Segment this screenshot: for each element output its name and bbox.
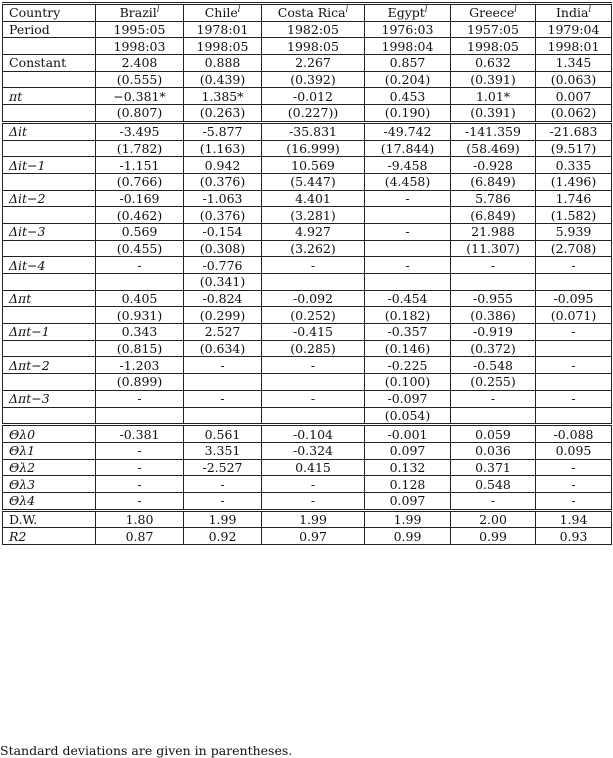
table-cell: 0.036 — [451, 442, 536, 459]
table-cell: (0.263) — [184, 105, 262, 123]
table-row — [3, 476, 612, 493]
table-cell: 1998:03 — [96, 38, 184, 55]
header-cell: Costa Rica$^l$ — [262, 4, 365, 22]
row-label — [3, 307, 96, 324]
table-cell: 1998:05 — [451, 38, 536, 55]
table-cell: (3.262) — [262, 240, 365, 257]
table-row — [3, 55, 612, 72]
table-cell: (0.285) — [262, 340, 365, 357]
table-cell: 1.94 — [536, 510, 612, 528]
table-cell — [262, 274, 365, 291]
table-cell: 0.097 — [365, 442, 451, 459]
table-cell: (0.386) — [451, 307, 536, 324]
row-label: πt — [3, 88, 96, 105]
table-cell: (58.469) — [451, 140, 536, 157]
table-cell: - — [96, 257, 184, 274]
table-cell: (4.458) — [365, 173, 451, 190]
table-row — [3, 21, 612, 38]
table-cell: (0.227)) — [262, 105, 365, 123]
table-cell: 1.746 — [536, 190, 612, 207]
table-row — [3, 492, 612, 510]
table-cell: (0.439) — [184, 71, 262, 88]
table-cell: 0.343 — [96, 324, 184, 341]
table-cell: 1995:05 — [96, 21, 184, 38]
row-label — [3, 374, 96, 391]
table-row — [3, 425, 612, 443]
row-label: Δit−2 — [3, 190, 96, 207]
row-label — [3, 71, 96, 88]
table-cell: - — [536, 390, 612, 407]
table-cell: 0.335 — [536, 157, 612, 174]
table-cell — [536, 374, 612, 391]
table-row — [3, 357, 612, 374]
table-cell: - — [184, 476, 262, 493]
table-cell: 5.786 — [451, 190, 536, 207]
table-cell — [536, 340, 612, 357]
table-row — [3, 190, 612, 207]
table-row — [3, 290, 612, 307]
table-cell: (0.204) — [365, 71, 451, 88]
table-cell: 2.408 — [96, 55, 184, 72]
table-cell — [262, 374, 365, 391]
table-cell: (1.496) — [536, 173, 612, 190]
table-row — [3, 257, 612, 274]
table-row — [3, 274, 612, 291]
table-cell: (0.190) — [365, 105, 451, 123]
table-cell: -0.097 — [365, 390, 451, 407]
table-cell: 1998:05 — [184, 38, 262, 55]
table-cell: -0.381 — [96, 425, 184, 443]
row-label: Δit — [3, 122, 96, 140]
table-cell: (0.376) — [184, 173, 262, 190]
table-cell: (0.054) — [365, 407, 451, 425]
table-cell: 3.351 — [184, 442, 262, 459]
table-cell: 10.569 — [262, 157, 365, 174]
table-cell: 1.345 — [536, 55, 612, 72]
table-cell: 2.267 — [262, 55, 365, 72]
table-cell: 1.01* — [451, 88, 536, 105]
table-cell: 2.00 — [451, 510, 536, 528]
table-row — [3, 442, 612, 459]
table-cell: -0.225 — [365, 357, 451, 374]
table-cell: (0.931) — [96, 307, 184, 324]
table-cell: (6.849) — [451, 207, 536, 224]
table-cell: (1.163) — [184, 140, 262, 157]
row-label: Δit−3 — [3, 223, 96, 240]
table-cell: -0.928 — [451, 157, 536, 174]
table-row — [3, 240, 612, 257]
table-cell: (0.252) — [262, 307, 365, 324]
row-label: Δπt−3 — [3, 390, 96, 407]
table-cell: (0.062) — [536, 105, 612, 123]
table-cell: (0.255) — [451, 374, 536, 391]
table-cell — [184, 374, 262, 391]
table-cell: (11.307) — [451, 240, 536, 257]
row-label: Θλ2 — [3, 459, 96, 476]
table-cell: 0.007 — [536, 88, 612, 105]
table-cell: -0.154 — [184, 223, 262, 240]
table-cell: (0.071) — [536, 307, 612, 324]
row-label — [3, 407, 96, 425]
table-cell: 0.561 — [184, 425, 262, 443]
table-cell: 1.99 — [184, 510, 262, 528]
table-cell: 1998:04 — [365, 38, 451, 55]
table-cell: (0.899) — [96, 374, 184, 391]
table-cell: 1.385* — [184, 88, 262, 105]
table-cell: - — [536, 324, 612, 341]
table-cell: - — [365, 190, 451, 207]
table-cell: (0.455) — [96, 240, 184, 257]
table-cell: (0.634) — [184, 340, 262, 357]
table-row — [3, 307, 612, 324]
table-cell: -9.458 — [365, 157, 451, 174]
table-cell: - — [451, 492, 536, 510]
table-cell: - — [96, 492, 184, 510]
row-label — [3, 240, 96, 257]
table-cell: 0.93 — [536, 528, 612, 545]
table-cell: 1.99 — [365, 510, 451, 528]
table-cell: - — [262, 492, 365, 510]
row-label: Θλ3 — [3, 476, 96, 493]
table-cell: 0.942 — [184, 157, 262, 174]
table-cell: 1957:05 — [451, 21, 536, 38]
table-cell: 0.548 — [451, 476, 536, 493]
table-cell: 0.371 — [451, 459, 536, 476]
table-cell: 0.888 — [184, 55, 262, 72]
table-cell: -21.683 — [536, 122, 612, 140]
table-cell: 1.80 — [96, 510, 184, 528]
table-cell: (0.376) — [184, 207, 262, 224]
table-cell: (0.462) — [96, 207, 184, 224]
row-label: Θλ1 — [3, 442, 96, 459]
table-cell: (6.849) — [451, 173, 536, 190]
table-cell: 0.569 — [96, 223, 184, 240]
table-row — [3, 105, 612, 123]
table-cell — [96, 274, 184, 291]
table-cell: - — [365, 223, 451, 240]
header-cell: Brazil$^l$ — [96, 4, 184, 22]
results-table — [2, 2, 612, 545]
table-cell: 1979:04 — [536, 21, 612, 38]
table-cell: (0.146) — [365, 340, 451, 357]
table-cell: - — [451, 390, 536, 407]
table-row — [3, 459, 612, 476]
table-cell: 1976:03 — [365, 21, 451, 38]
header-cell: Chile$^l$ — [184, 4, 262, 22]
table-cell: (0.807) — [96, 105, 184, 123]
table-cell: - — [184, 390, 262, 407]
table-cell: - — [96, 390, 184, 407]
table-cell: -0.169 — [96, 190, 184, 207]
row-label: R2 — [3, 528, 96, 545]
row-label — [3, 340, 96, 357]
table-cell — [365, 207, 451, 224]
table-cell: (3.281) — [262, 207, 365, 224]
table-cell — [451, 274, 536, 291]
table-cell: -0.548 — [451, 357, 536, 374]
table-cell: (0.391) — [451, 105, 536, 123]
table-cell: (0.555) — [96, 71, 184, 88]
table-row — [3, 340, 612, 357]
table-cell: 4.927 — [262, 223, 365, 240]
table-cell: -0.095 — [536, 290, 612, 307]
table-row — [3, 157, 612, 174]
table-row — [3, 510, 612, 528]
table-cell: -0.357 — [365, 324, 451, 341]
table-cell: - — [536, 357, 612, 374]
table-cell: (0.182) — [365, 307, 451, 324]
row-label — [3, 105, 96, 123]
row-label: Δπt−1 — [3, 324, 96, 341]
table-cell: 1978:01 — [184, 21, 262, 38]
table-cell — [451, 407, 536, 425]
table-cell: (16.999) — [262, 140, 365, 157]
table-cell: 5.939 — [536, 223, 612, 240]
table-row — [3, 140, 612, 157]
table-cell: 1.99 — [262, 510, 365, 528]
table-cell: -0.088 — [536, 425, 612, 443]
table-cell: (0.100) — [365, 374, 451, 391]
table-row — [3, 173, 612, 190]
table-row — [3, 122, 612, 140]
table-cell: 4.401 — [262, 190, 365, 207]
table-cell: - — [96, 459, 184, 476]
table-cell — [262, 407, 365, 425]
table-cell — [184, 407, 262, 425]
table-cell: 0.99 — [451, 528, 536, 545]
table-cell: (0.063) — [536, 71, 612, 88]
header-cell: Egypt$^l$ — [365, 4, 451, 22]
table-cell: - — [262, 357, 365, 374]
table-cell: -0.955 — [451, 290, 536, 307]
table-cell: (9.517) — [536, 140, 612, 157]
row-label: D.W. — [3, 510, 96, 528]
table-cell: (1.582) — [536, 207, 612, 224]
table-cell: - — [536, 476, 612, 493]
table-cell: - — [262, 257, 365, 274]
table-row — [3, 38, 612, 55]
table-cell: −0.381* — [96, 88, 184, 105]
table-cell: -2.527 — [184, 459, 262, 476]
table-row — [3, 374, 612, 391]
table-row — [3, 324, 612, 341]
table-cell: - — [536, 257, 612, 274]
table-cell — [365, 274, 451, 291]
header-label: Country — [3, 4, 96, 22]
row-label — [3, 38, 96, 55]
table-cell: - — [262, 476, 365, 493]
table-cell: -1.203 — [96, 357, 184, 374]
table-cell: -49.742 — [365, 122, 451, 140]
table-cell: (0.299) — [184, 307, 262, 324]
table-cell: - — [536, 492, 612, 510]
table-cell: 0.99 — [365, 528, 451, 545]
table-cell: 21.988 — [451, 223, 536, 240]
table-row — [3, 528, 612, 545]
table-cell: - — [96, 476, 184, 493]
table-cell: -1.151 — [96, 157, 184, 174]
table-cell: -0.919 — [451, 324, 536, 341]
table-cell: -0.776 — [184, 257, 262, 274]
table-cell: (0.392) — [262, 71, 365, 88]
table-cell: (0.372) — [451, 340, 536, 357]
table-cell: 0.415 — [262, 459, 365, 476]
table-cell — [365, 240, 451, 257]
table-cell: 0.97 — [262, 528, 365, 545]
table-cell: -1.063 — [184, 190, 262, 207]
table-cell: 0.857 — [365, 55, 451, 72]
table-cell: 0.059 — [451, 425, 536, 443]
table-cell: -5.877 — [184, 122, 262, 140]
table-cell: - — [536, 459, 612, 476]
table-cell: (0.308) — [184, 240, 262, 257]
header-cell: India$^l$ — [536, 4, 612, 22]
table-cell: 1998:05 — [262, 38, 365, 55]
row-label: Δπt−2 — [3, 357, 96, 374]
table-cell: -35.831 — [262, 122, 365, 140]
row-label — [3, 140, 96, 157]
table-cell: 0.92 — [184, 528, 262, 545]
table-cell: 2.527 — [184, 324, 262, 341]
table-row — [3, 207, 612, 224]
table-cell: - — [184, 492, 262, 510]
table-cell: 1982:05 — [262, 21, 365, 38]
table-cell: 0.128 — [365, 476, 451, 493]
table-cell: (0.766) — [96, 173, 184, 190]
row-label: Δit−1 — [3, 157, 96, 174]
table-cell: 0.405 — [96, 290, 184, 307]
table-cell: 0.632 — [451, 55, 536, 72]
table-cell: (1.782) — [96, 140, 184, 157]
row-label: Θλ0 — [3, 425, 96, 443]
table-cell: 0.097 — [365, 492, 451, 510]
table-cell: (2.708) — [536, 240, 612, 257]
table-footnote: Standard deviations are given in parentheses. — [0, 743, 293, 758]
table-cell: - — [451, 257, 536, 274]
table-cell: 0.453 — [365, 88, 451, 105]
table-cell: (0.815) — [96, 340, 184, 357]
row-label — [3, 207, 96, 224]
table-cell: -0.415 — [262, 324, 365, 341]
header-row — [3, 4, 612, 22]
table-row — [3, 71, 612, 88]
row-label: Δit−4 — [3, 257, 96, 274]
table-cell — [536, 274, 612, 291]
table-cell: - — [184, 357, 262, 374]
table-cell: 0.87 — [96, 528, 184, 545]
table-cell: -141.359 — [451, 122, 536, 140]
table-cell: 1998:01 — [536, 38, 612, 55]
table-cell: -0.092 — [262, 290, 365, 307]
table-cell: 0.132 — [365, 459, 451, 476]
table-cell: 0.095 — [536, 442, 612, 459]
table-cell: (0.341) — [184, 274, 262, 291]
table-cell: (17.844) — [365, 140, 451, 157]
header-cell: Greece$^l$ — [451, 4, 536, 22]
table-row — [3, 223, 612, 240]
table-cell: (0.391) — [451, 71, 536, 88]
table-cell: - — [96, 442, 184, 459]
table-cell: -0.104 — [262, 425, 365, 443]
table-cell: -3.495 — [96, 122, 184, 140]
table-cell: -0.824 — [184, 290, 262, 307]
row-label: Δπt — [3, 290, 96, 307]
row-label — [3, 173, 96, 190]
table-cell: (5.447) — [262, 173, 365, 190]
row-label: Θλ4 — [3, 492, 96, 510]
table-row — [3, 390, 612, 407]
table-cell: -0.324 — [262, 442, 365, 459]
row-label: Period — [3, 21, 96, 38]
table-cell: -0.001 — [365, 425, 451, 443]
table-row — [3, 407, 612, 425]
table-cell: -0.012 — [262, 88, 365, 105]
table-cell — [96, 407, 184, 425]
row-label — [3, 274, 96, 291]
table-cell: - — [262, 390, 365, 407]
table-cell: -0.454 — [365, 290, 451, 307]
table-cell — [536, 407, 612, 425]
table-row — [3, 88, 612, 105]
row-label: Constant — [3, 55, 96, 72]
table-cell: - — [365, 257, 451, 274]
